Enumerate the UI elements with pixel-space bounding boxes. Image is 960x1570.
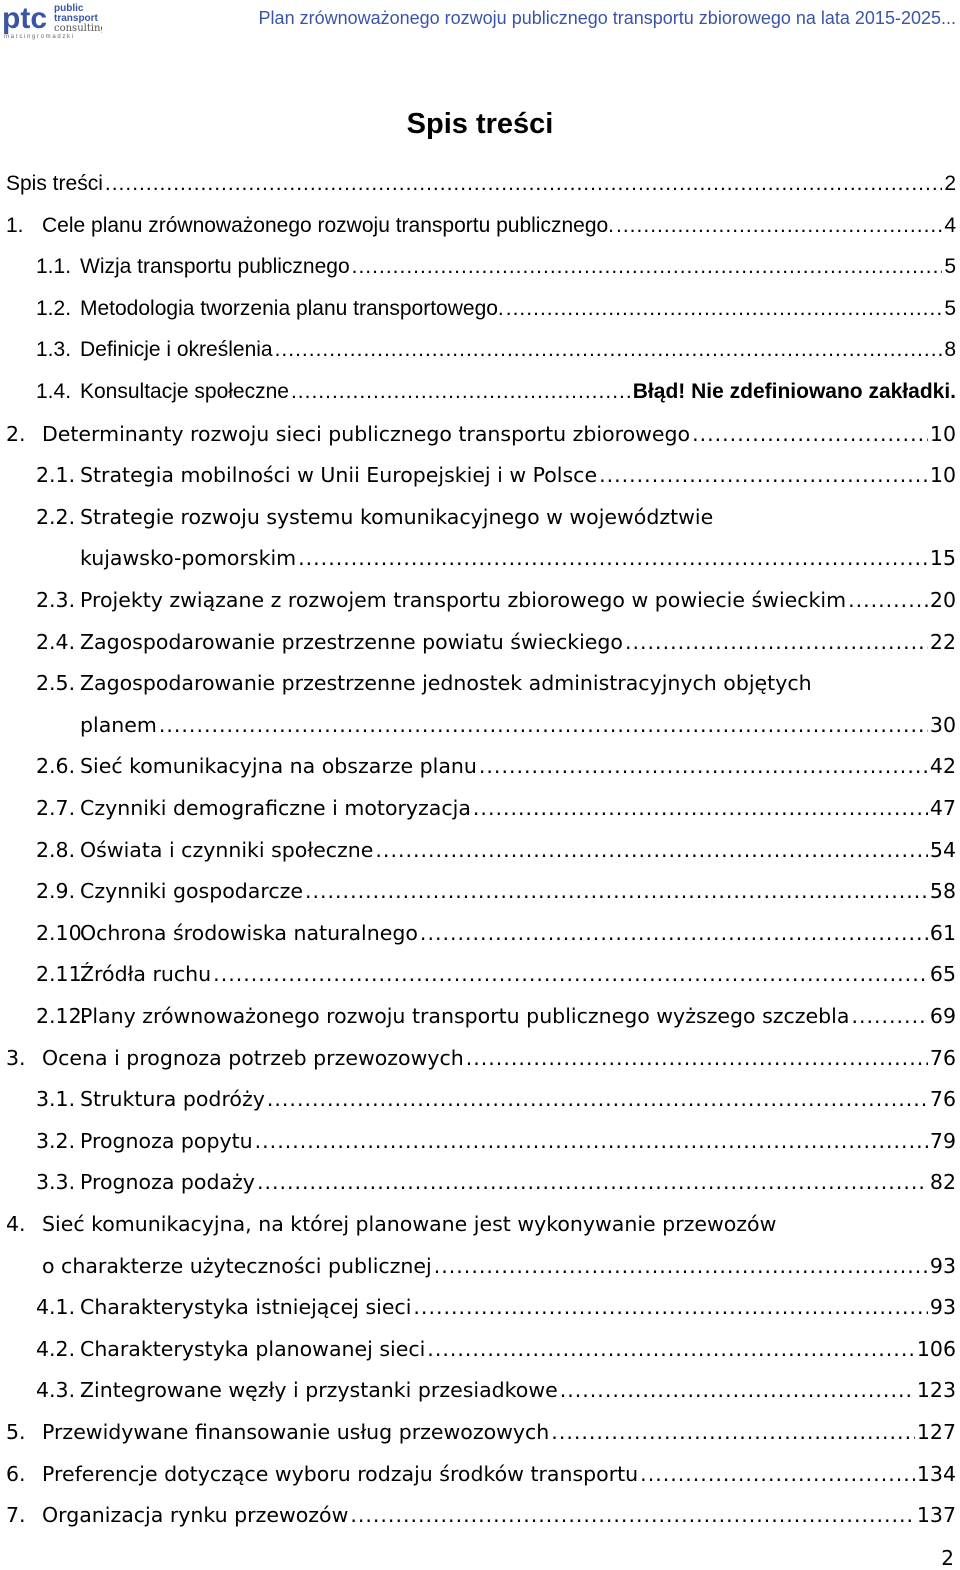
toc-entry-text: Przewidywane finansowanie usług przewozowych [42,1420,550,1444]
toc-entry[interactable] [0,662,956,704]
toc-entry-text: Ocena i prognoza potrzeb przewozowych [42,1045,464,1070]
toc-entry-number: 4.1. [36,1295,76,1320]
toc-dot-leader [375,838,928,862]
toc-entry-continuation[interactable] [0,537,956,579]
toc-page-number: 10 [929,463,956,488]
toc-dot-leader [473,796,928,820]
toc-page-number: 47 [929,796,956,820]
toc-entry-number: 1.2. [36,296,72,320]
toc-entry-text: Charakterystyka planowanej sieci [80,1336,426,1361]
toc-entry-number: 4. [6,1212,26,1236]
toc-entry-number: 2.11. [36,962,89,987]
toc-page-number: 4 [944,213,956,237]
toc-dot-leader [305,879,928,903]
toc-page-number: 134 [916,1461,956,1486]
toc-entry-text: Metodologia tworzenia planu transportowego. [80,296,504,320]
toc-dot-leader [255,1129,928,1153]
toc-entry-text: o charakterze użyteczności publicznej [42,1253,432,1278]
toc-entry-text: planem [80,712,157,737]
toc-entry-number: 4.3. [36,1378,76,1403]
page-number: 2 [941,1546,954,1570]
toc-page-number: 93 [929,1253,956,1278]
toc-entry-text: kujawsko-pomorskim [80,546,297,571]
toc-entry-text: Oświata i czynniki społeczne [80,837,374,862]
toc-entry[interactable] [0,787,956,829]
toc-entry[interactable] [0,621,956,663]
toc-page-number: 10 [929,421,956,446]
toc-entry[interactable] [0,329,956,371]
toc-entry[interactable] [0,829,956,871]
toc-entry-number: 2.2. [36,504,76,529]
toc-dot-leader [213,962,928,986]
toc-entry-number: 3.2. [36,1128,76,1153]
toc-page-number: 22 [929,629,956,654]
toc-entry[interactable] [0,205,956,247]
toc-page-number: 20 [929,588,956,612]
logo-author: m a r c i n g r o m a d z k i [4,34,74,40]
toc-page-number: 8 [944,338,956,362]
toc-entry[interactable] [0,413,956,455]
toc-entry-number: 1. [6,213,24,237]
toc-dot-leader [466,1046,928,1070]
toc-entry[interactable] [0,1037,956,1079]
toc-dot-leader [640,1462,915,1486]
toc-entry-number: 1.4. [36,380,72,403]
toc-page-number: 42 [929,754,956,779]
toc-dot-leader [257,1170,928,1194]
toc-entry-text: Preferencje dotyczące wyboru rodzaju środków transportu [42,1461,639,1486]
toc-entry[interactable] [0,995,956,1037]
ptc-logo-graphic [2,2,102,40]
toc-entry-text: Konsultacje społeczne [80,380,289,403]
toc-entry[interactable] [0,1203,956,1245]
toc-dot-leader [291,380,631,404]
toc-dot-leader [692,422,928,446]
toc-entry[interactable] [0,246,956,288]
toc-entry[interactable] [0,288,956,330]
logo-line3: consulting [54,23,102,34]
toc-page-number: 5 [944,296,956,320]
toc-entry[interactable] [0,1411,956,1453]
toc-entry[interactable] [0,1161,956,1203]
toc-entry-number: 1.1. [36,255,72,279]
toc-entry-text: Czynniki demograficzne i motoryzacja [80,796,471,820]
toc-entry-text: Wizja transportu publicznego [80,255,350,279]
toc-entry-number: 3.3. [36,1170,76,1195]
toc-dot-leader [560,1378,915,1402]
page-header [0,0,960,50]
toc-entry-number: 3.1. [36,1087,76,1112]
toc-entry-text: Strategie rozwoju systemu komunikacyjnego w województwie [80,504,714,529]
toc-page-number: 69 [929,1004,956,1028]
toc-entry-text: Prognoza popytu [80,1128,253,1153]
toc-dot-leader [275,338,943,362]
toc-entry-text: Struktura podróży [80,1087,265,1112]
toc-page-number: 58 [929,879,956,904]
toc-page-number: 137 [916,1503,956,1528]
logo-line1: public [54,3,84,14]
toc-page-number: 123 [916,1378,956,1403]
toc-page-number: 93 [929,1295,956,1320]
toc-entry[interactable] [0,745,956,787]
toc-dot-leader [427,1337,915,1361]
toc-dot-leader [413,1295,928,1319]
toc-dot-leader [551,1420,915,1444]
toc-entry-text: Determinanty rozwoju sieci publicznego transportu zbiorowego [42,421,691,446]
toc-entry[interactable] [0,579,956,621]
toc-page-number: Błąd! Nie zdefiniowano zakładki. [632,380,956,403]
toc-entry-text: Zintegrowane węzły i przystanki przesiadkowe [80,1378,558,1403]
toc-entry[interactable] [0,1369,956,1411]
toc-entry-text: Organizacja rynku przewozów [42,1503,349,1528]
toc-dot-leader [599,463,928,487]
toc-entry-text: Ochrona środowiska naturalnego [80,920,418,945]
toc-page-number: 106 [916,1336,956,1361]
logo-main-text: ptc [2,2,47,35]
toc-dot-leader [420,921,928,945]
toc-entry-text: Źródła ruchu [80,962,212,987]
toc-page-number: 82 [929,1170,956,1195]
toc-dot-leader [298,546,928,570]
toc-entry-number: 2.12. [36,1004,89,1028]
toc-entry-text: Sieć komunikacyjna na obszarze planu [80,754,477,779]
page-title: Spis treści [406,108,554,140]
toc-dot-leader [352,255,943,279]
ptc-logo [2,2,102,40]
toc-page-number: 30 [929,712,956,737]
toc-entry-number: 2.4. [36,629,76,654]
toc-page-number: 15 [929,546,956,571]
toc-entry[interactable] [0,912,956,954]
toc-entry-continuation[interactable] [0,1245,956,1287]
toc-page-number: 76 [929,1087,956,1112]
toc-entry[interactable] [0,454,956,496]
toc-entry[interactable] [0,1286,956,1328]
document-header-title: Plan zrównoważonego rozwoju publicznego transportu zbiorowego na lata 2015-2025... [258,8,956,28]
toc-entry-text: Spis treści [6,172,103,195]
toc-page-number: 5 [944,255,956,279]
toc-entry-text: Strategia mobilności w Unii Europejskiej i w Polsce [80,463,598,488]
toc-dot-leader [616,214,942,238]
toc-dot-leader [105,172,942,196]
toc-entry-number: 2.10. [36,920,89,945]
toc-entry-number: 2. [6,421,26,446]
toc-entry-number: 2.8. [36,837,76,862]
toc-dot-leader [434,1254,928,1278]
toc-dot-leader [506,297,943,321]
toc-entry[interactable] [0,953,956,995]
toc-entry-number: 2.1. [36,463,76,488]
toc-entry[interactable] [0,496,956,538]
toc-entry[interactable] [0,870,956,912]
toc-entry-text: Zagospodarowanie przestrzenne jednostek administracyjnych objętych [80,671,812,696]
logo-line2: transport [54,13,98,24]
toc-entry-number: 7. [6,1503,26,1528]
toc-entry-number: 2.3. [36,588,76,612]
toc-entry-text: Prognoza podaży [80,1170,255,1195]
toc-entry-number: 6. [6,1461,26,1486]
toc-entry-continuation[interactable] [0,704,956,746]
toc-entry[interactable] [0,1453,956,1495]
toc-entry-number: 1.3. [36,338,72,362]
toc-entry-number: 2.6. [36,754,76,779]
toc-dot-leader [267,1087,928,1111]
toc-entry-number: 5. [6,1420,26,1444]
toc-entry-text: Definicje i określenia [80,338,273,362]
toc-page-number: 127 [916,1420,956,1444]
toc-entry-number: 4.2. [36,1336,76,1361]
toc-entry-number: 2.7. [36,796,76,820]
toc-entry[interactable] [0,1328,956,1370]
toc-entry[interactable] [0,1078,956,1120]
toc-entry[interactable] [0,1494,956,1536]
toc-entry-text: Projekty związane z rozwojem transportu zbiorowego w powiecie świeckim [80,588,847,612]
toc-dot-leader [848,588,928,612]
toc-entry[interactable] [0,1120,956,1162]
toc-dot-leader [479,754,928,778]
toc-entry[interactable] [0,163,956,205]
toc-page-number: 2 [944,172,956,195]
toc-entry-text: Cele planu zrównoważonego rozwoju transportu publicznego. [42,213,615,237]
toc-page-number: 76 [929,1045,956,1070]
toc-entry-number: 3. [6,1045,26,1070]
toc-entry-text: Plany zrównoważonego rozwoju transportu publicznego wyższego szczebla [80,1004,850,1028]
toc-dot-leader [159,713,928,737]
toc-entry-text: Sieć komunikacyjna, na której planowane jest wykonywanie przewozów [42,1212,777,1236]
toc-page-number: 65 [929,962,956,987]
toc-entry-text: Zagospodarowanie przestrzenne powiatu świeckiego [80,629,623,654]
toc-entry-text: Czynniki gospodarcze [80,879,303,904]
toc-dot-leader [625,630,928,654]
toc-page-number: 61 [929,920,956,945]
toc-entry-number: 2.9. [36,879,76,904]
toc-page-number: 79 [929,1128,956,1153]
toc-entry[interactable] [0,371,956,413]
toc-dot-leader [851,1004,927,1028]
toc-entry-text: Charakterystyka istniejącej sieci [80,1295,412,1320]
toc-entry-number: 2.5. [36,671,76,696]
toc-page-number: 54 [929,837,956,862]
toc-dot-leader [350,1503,915,1527]
